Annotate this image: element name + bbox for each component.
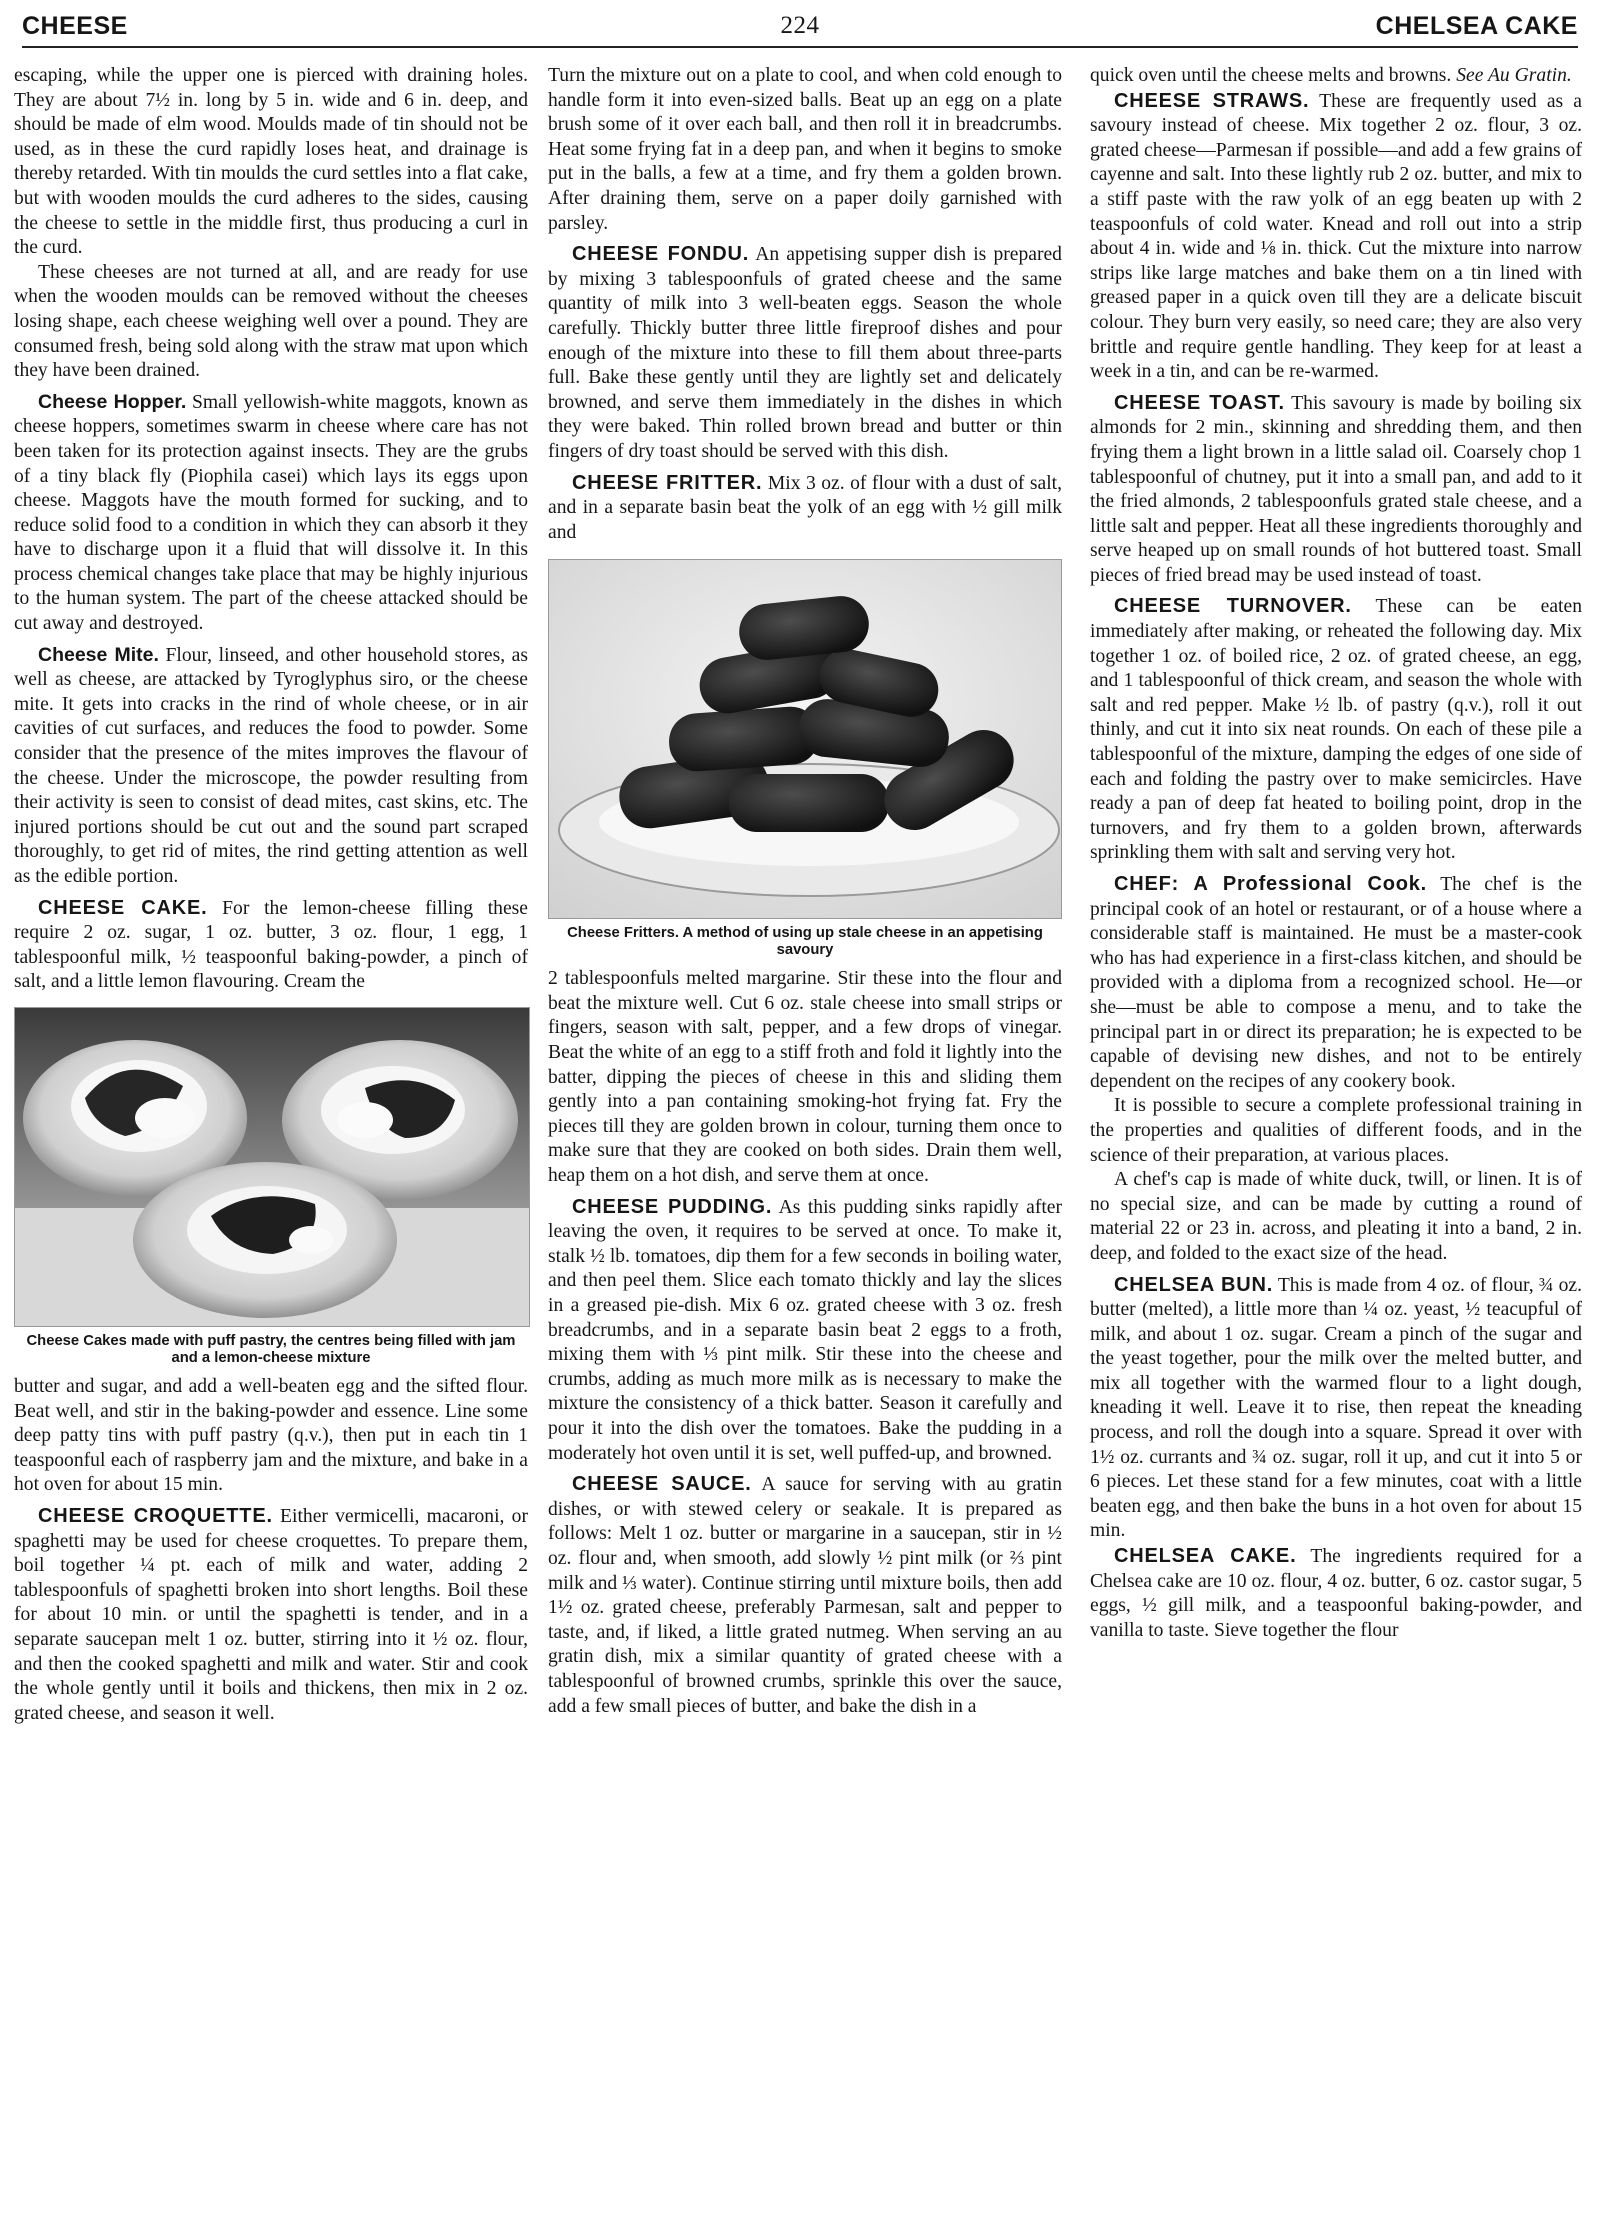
- entry-text: This is made from 4 oz. of flour, ¾ oz. butter (melted), a little more than ¼ oz. yeast, ½ teacupful of milk, and about 1 oz. sugar. Cream a pinch of the sugar and the yeast together, pour the milk over the melted butter, and mix all together with the warmed flour to a light dough, kneading it well. Leave it to rise, then repeat the kneading process, and roll the dough into a square. Spread it over with 1½ oz. currants and ¾ oz. sugar, roll it up, and cut it into 5 or 6 pieces. Let these stand for a few minutes, coat with a little beaten egg, and then bake the buns in a hot oven for about 15 min.: [1090, 1274, 1582, 1542]
- entry-chelsea-cake: [1090, 1544, 1582, 1643]
- cheese-cakes-illustration: [15, 1008, 529, 1326]
- entry-cheese-fondu: [548, 242, 1062, 464]
- entry-text: These are frequently used as a savoury instead of cheese. Mix together 2 oz. flour, 3 oz. grated cheese—Parmesan if possible—and add a few grains of cayenne and salt. Into these lightly rub 2 oz. butter, and mix to a stiff paste with the raw yolk of an egg beaten up with 2 teaspoonfuls of cold water. Knead and roll out into a strip about 4 in. wide and ⅛ in. thick. Cut the mixture into narrow strips like large matches and bake them on a tin lined with greased paper in a quick oven till they are a delicate biscuit colour. They burn very easily, so need care; they are also very brittle and require gentle handling. They keep for at least a week in a tin, and can be re-warmed.: [1090, 90, 1582, 383]
- cheese-fritters-figure: [548, 559, 1062, 959]
- entry-heading: CHEESE PUDDING.: [572, 1195, 773, 1218]
- entry-heading: CHEESE CAKE.: [38, 896, 208, 919]
- figure-caption: Cheese Cakes made with puff pastry, the centres being filled with jam and a lemon-cheese mixture: [26, 1332, 516, 1366]
- header-left-title: CHEESE: [22, 12, 128, 40]
- entry-text: These can be eaten immediately after making, or reheated the following day. Mix together 1 oz. of boiled rice, 2 oz. of grated cheese, an egg, and 1 tablespoonful of thick cream, and season the whole with salt and red pepper. Make ½ lb. of pastry (q.v.), roll it out thinly, and cut it into six neat rounds. On each of these pile a tablespoonful of the mixture, damping the edges of one side of each and folding the pastry over to make semicircles. Have ready a pan of deep fat heated to boiling point, drop in the turnovers, and fry them to a golden brown, afterwards sprinkling them with salt and serving very hot.: [1090, 596, 1582, 864]
- entry-text: For the lemon-cheese filling these require 2 oz. sugar, 1 oz. butter, 3 oz. flour, 1 egg, 1 tablespoonful milk, ½ teaspoonful baking-powder, a pinch of salt, and a little lemon flavouring. Cream the: [14, 897, 528, 993]
- entry-text: Flour, linseed, and other household stores, as well as cheese, are attacked by Tyroglyphus siro, or the cheese mite. It gets into cracks in the rind of whole cheese, or in air cavities of cut surfaces, and reduces the food to powder. Some consider that the presence of the mites improves the flavour of the cheese. Under the microscope, the powder resulting from their activity is seen to consist of dead mites, cast skins, etc. The injured portions should be cut out and the sound part scraped thoroughly, to get rid of mites, the rind getting attention as well as the edible portion.: [14, 644, 528, 887]
- entry-heading: Cheese Hopper.: [38, 390, 187, 413]
- entry-cheese-sauce: [548, 1472, 1062, 1719]
- entry-heading: CHELSEA CAKE.: [1114, 1545, 1297, 1568]
- entry-text: As this pudding sinks rapidly after leaving the oven, it requires to be served at once. To make it, stalk ½ lb. tomatoes, dip them for a few seconds in boiling water, and then peel them. Slice each tomato thickly and lay the slices in a greased pie-dish. Mix 6 oz. grated cheese with 3 oz. fresh breadcrumbs, and in a separate basin beat 2 eggs to a froth, mixing them with ⅓ pint milk. Stir these into the cheese and crumbs, adding as much more milk as is necessary to make the mixture the consistency of a thick batter. Season it carefully and pour it into the dish over the tomatoes. Bake the pudding in a moderately hot oven until it is set, well puffed-up, and browned.: [548, 1196, 1063, 1464]
- paragraph: These cheeses are not turned at all, and are ready for use when the wooden moulds can be removed without the cheeses losing shape, each cheese weighing well over a pound. They are consumed fresh, being sold along with the straw mat upon which they have been drained.: [14, 261, 528, 382]
- entry-heading: CHEESE FONDU.: [572, 243, 750, 266]
- column-2: [548, 64, 1062, 1719]
- entry-text: The ingredients required for a Chelsea cake are 10 oz. flour, 4 oz. butter, 6 oz. castor sugar, 5 eggs, ½ gill milk, and a teaspoonful baking-powder, and vanilla to taste. Sieve together the flour: [1090, 1546, 1583, 1641]
- paragraph: [1090, 64, 1582, 89]
- entry-text: The chef is the principal cook of an hotel or restaurant, or of a house where a considerable staff is maintained. He must be a master-cook who has had experience in a first-class kitchen, and should be provided with a diploma from a recognized school. He—or she—must be able to compose a menu, and to take the principal part in or direct its preparation; he is expected to be capable of devising new dishes, and not to be entirely dependent on the recipes of any cookery book.: [1090, 874, 1582, 1092]
- page-number: 224: [780, 12, 820, 39]
- entry-cheese-straws: [1090, 89, 1582, 385]
- cheese-cakes-photo: [14, 1007, 530, 1327]
- cheese-fritters-photo: [548, 559, 1062, 919]
- figure-caption: Cheese Fritters. A method of using up stale cheese in an appetising savoury: [567, 925, 1043, 959]
- entry-text: An appetising supper dish is prepared by mixing 3 tablespoonfuls of grated cheese and the same quantity of milk into 3 well-beaten eggs. Season the whole carefully. Thickly butter three little fireproof dishes and pour enough of the mixture into these to fill them about three-parts full. Bake these gently until they are lightly set and delicately browned, and serve them immediately in the dishes in which they were baked. Thin rolled brown bread and butter or thin fingers of dry toast should be served with this dish.: [548, 244, 1062, 462]
- entry-cheese-croquette: [14, 1504, 528, 1726]
- entry-heading: Cheese Mite.: [38, 643, 159, 666]
- entry-text: A sauce for serving with au gratin dishes, or with stewed celery or seakale. It is prepared as follows: Melt 1 oz. butter or margarine in a saucepan, stir in ½ oz. flour and, when smooth, add slowly ½ pint milk (or ⅔ pint milk and ⅓ water). Continue stirring until mixture boils, then add 1½ oz. grated cheese, preferably Parmesan, salt and pepper to taste, and, if liked, a little grated nutmeg. When serving an au gratin dish, mix a similar quantity of grated cheese with a tablespoonful of browned crumbs, sprinkle this over the sauce, add a few small pieces of butter, and bake the dish in a: [548, 1474, 1062, 1717]
- header-right-title: CHELSEA CAKE: [1375, 12, 1578, 40]
- paragraph: butter and sugar, and add a well-beaten egg and the sifted flour. Beat well, and stir in the baking-powder and essence. Line some deep patty tins with puff pastry (q.v.), then put in each tin 1 teaspoonful each of raspberry jam and the mixture, and bake in a hot oven for about 15 min.: [14, 1375, 528, 1496]
- entry-heading: CHEF: A Professional Cook.: [1114, 873, 1428, 895]
- paragraph-text: quick oven until the cheese melts and browns.: [1090, 65, 1452, 86]
- entry-text: Either vermicelli, macaroni, or spaghetti may be used for cheese croquettes. To prepare them, boil together ¼ pt. each of milk and water, adding 2 tablespoonfuls of spaghetti broken into short lengths. Boil these for about 10 min. or until the spaghetti is tender, and in a separate saucepan melt 1 oz. butter, stirring into it ½ oz. flour, and then the cooked spaghetti and milk and water. Stir and cook the whole gently until it boils and thickens, then mix in 2 oz. grated cheese, and season it well.: [14, 1505, 528, 1724]
- column-1: [14, 64, 528, 1726]
- paragraph: It is possible to secure a complete professional training in the properties and qualities of different foods, and in the science of their preparation, at various places.: [1090, 1095, 1582, 1166]
- paragraph: Turn the mixture out on a plate to cool, and when cold enough to handle form it into even-sized balls. Beat up an egg on a plate brush some of it over each ball, and then roll it in breadcrumbs. Heat some frying fat in a deep pan, and when it begins to smoke put in the balls, a few at a time, and fry them a golden brown. After draining them, serve on a paper doily garnished with parsley.: [548, 65, 1062, 234]
- entry-cheese-toast: [1090, 391, 1582, 589]
- cheese-fritters-illustration: [549, 560, 1061, 918]
- entry-cheese-cake: [14, 896, 528, 995]
- entry-heading: CHEESE CROQUETTE.: [38, 1504, 273, 1527]
- entry-text: This savoury is made by boiling six almonds for 2 min., skinning and shredding them, and then frying them a light brown in a little salad oil. Coarsely chop 1 tablespoonful of chutney, put it into a small pan, and add to it the fried almonds, 2 tablespoonfuls grated stale cheese, and a little salt and pepper. Heat all these ingredients thoroughly and serve heaped up on small rounds of hot buttered toast. Small pieces of fried bread may be used instead of toast.: [1090, 392, 1582, 586]
- paragraph: escaping, while the upper one is pierced with draining holes. They are about 7½ in. long by 5 in. wide and 6 in. deep, and should be made of elm wood. Moulds made of tin should not be used, as in these the curd rapidly loses heat, and drainage is thereby retarded. With tin moulds the curd settles into a flat cake, but with wooden moulds the curd adheres to the sides, causing the cheese to settle in the middle first, thus producing a curl in the curd.: [14, 65, 528, 259]
- entry-cheese-mite: [14, 643, 528, 890]
- entry-heading: CHEESE FRITTER.: [572, 471, 763, 494]
- entry-cheese-hopper: [14, 390, 528, 637]
- cheese-cakes-figure: [14, 1007, 528, 1367]
- entry-cheese-turnover: [1090, 594, 1582, 866]
- entry-heading: CHEESE TURNOVER.: [1114, 595, 1352, 618]
- entry-heading: CHELSEA BUN.: [1114, 1273, 1274, 1296]
- entry-chelsea-bun: [1090, 1273, 1582, 1545]
- entry-chef: [1090, 872, 1582, 1094]
- paragraph: 2 tablespoonfuls melted margarine. Stir these into the flour and beat the mixture well. Cut 6 oz. stale cheese into small strips or fingers, season with salt, pepper, and a few drops of vinegar. Beat the white of an egg to a stiff froth and fold it lightly into the batter, dipping the pieces of cheese in this and sliding them gently into a pan containing smoking-hot frying fat. Fry the pieces till they are golden brown in colour, turning them once to make sure that they are cooked on both sides. Drain them well, heap them on a hot dish, and serve them at once.: [548, 968, 1062, 1187]
- running-header: [22, 6, 1578, 48]
- cross-reference: See Au Gratin.: [1456, 65, 1572, 86]
- entry-cheese-fritter: [548, 471, 1062, 546]
- entry-heading: CHEESE STRAWS.: [1114, 89, 1310, 112]
- paragraph: A chef's cap is made of white duck, twill, or linen. It is of no special size, and can be made by cutting a round of material 22 or 23 in. across, and pleating it into a band, 2 in. deep, and folded to the exact size of the head.: [1090, 1169, 1582, 1264]
- column-3: [1090, 64, 1582, 1643]
- entry-text: Mix 3 oz. of flour with a dust of salt, and in a separate basin beat the yolk of an egg with ½ gill milk and: [548, 472, 1062, 543]
- entry-heading: CHEESE TOAST.: [1114, 391, 1285, 414]
- entry-cheese-pudding: [548, 1195, 1062, 1467]
- entry-heading: CHEESE SAUCE.: [572, 1473, 752, 1496]
- entry-text: Small yellowish-white maggots, known as cheese hoppers, sometimes swarm in cheese where care has not been taken for its protection against insects. They are the grubs of a tiny black fly (Piophila casei) which lays its eggs upon cheese. Maggots have the mouth formed for sucking, and to reduce solid food to a condition in which they can absorb it they have to discharge upon it a fluid that will dissolve it. In this process chemical changes take place that may be highly injurious to the human system. The part of the cheese attacked should be cut away and destroyed.: [14, 391, 528, 635]
